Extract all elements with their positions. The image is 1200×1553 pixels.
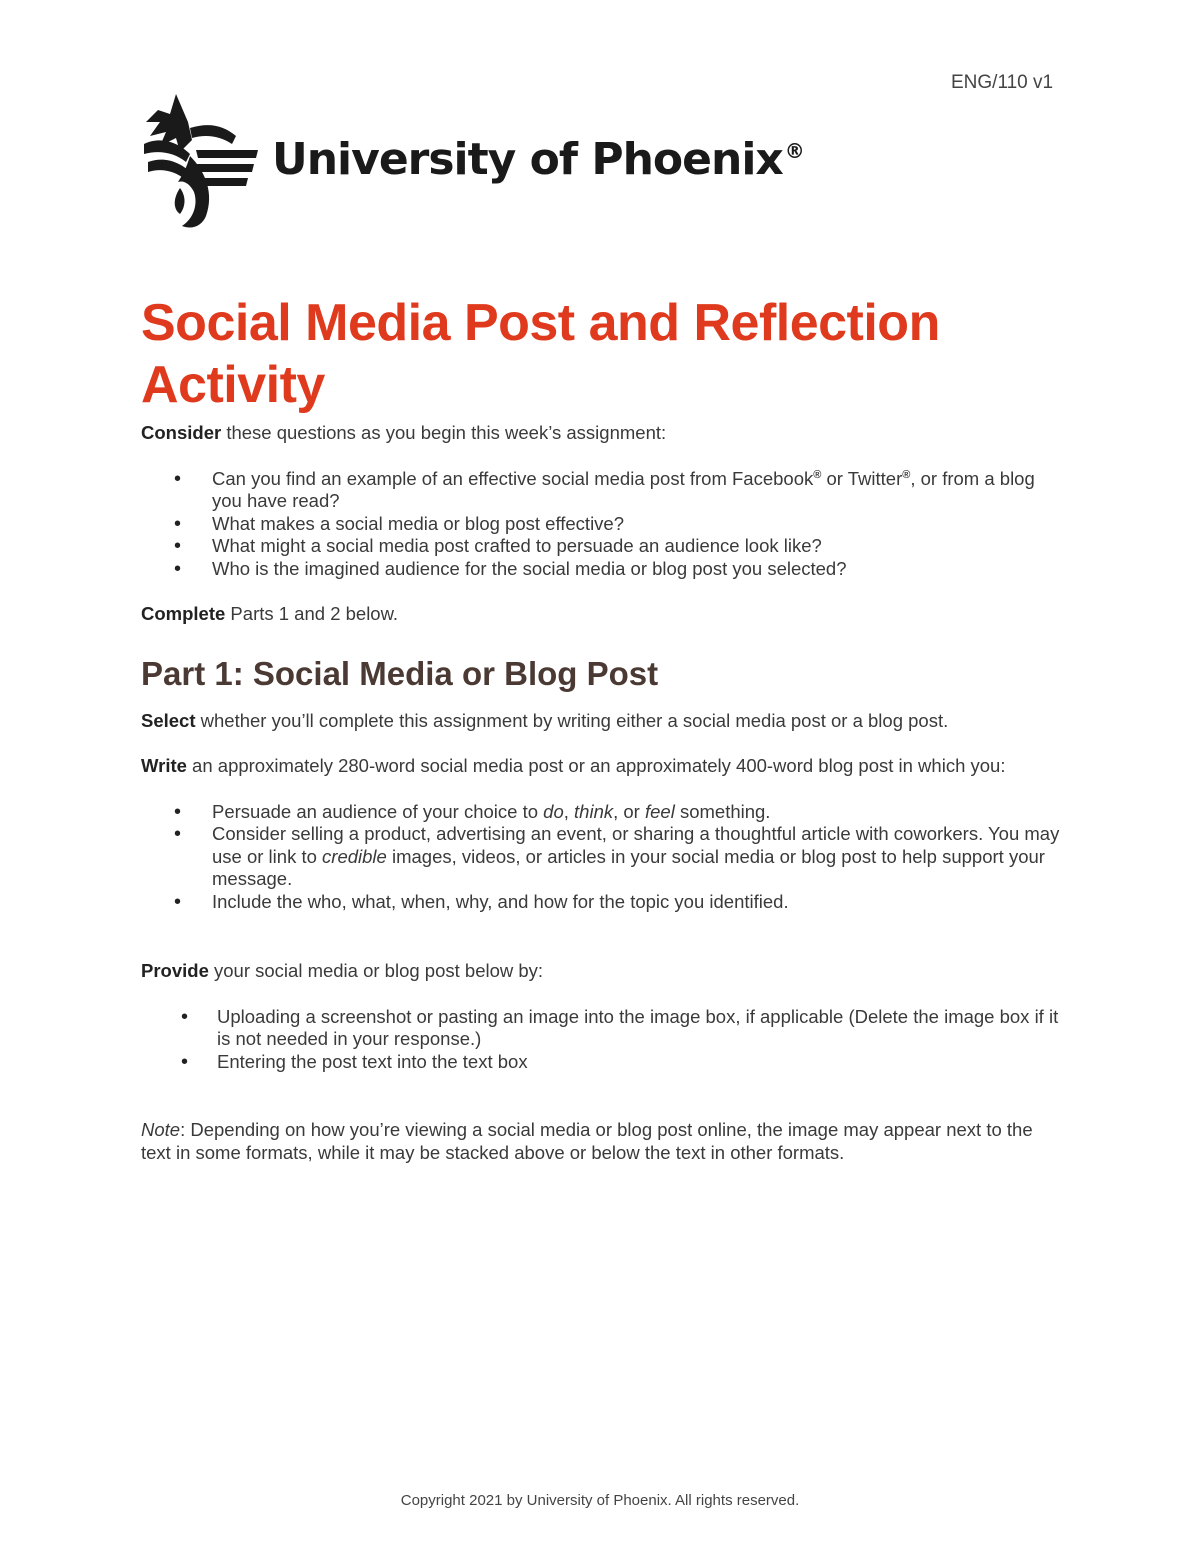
consider-paragraph: Consider these questions as you begin this week’s assignment: (141, 422, 667, 443)
complete-paragraph: Complete Parts 1 and 2 below. (141, 603, 399, 624)
list-item: • What makes a social media or blog post effective? (141, 513, 1061, 536)
consider-list (141, 468, 1061, 581)
list-item: • Entering the post text into the text box (141, 1051, 1061, 1074)
list-item: • Persuade an audience of your choice to do, think, or feel something. (141, 801, 1061, 824)
copyright-footer: Copyright 2021 by University of Phoenix. All rights reserved. (400, 1492, 800, 1509)
university-logo (140, 92, 804, 230)
write-list (141, 801, 1061, 914)
note-paragraph: Note: Depending on how you’re viewing a social media or blog post online, the image may appear next to the text in some formats, while it may be stacked above or below the text in other formats. (141, 1119, 1033, 1163)
list-item: • Who is the imagined audience for the social media or blog post you selected? (141, 558, 1061, 581)
provide-list (141, 1006, 1061, 1074)
list-item: • Consider selling a product, advertising an event, or sharing a thoughtful article with coworkers. You may use or link to credible images, videos, or articles in your social media or blog post to help support your message. (141, 823, 1061, 891)
document-code: ENG/110 v1 (951, 72, 1054, 93)
provide-paragraph: Provide your social media or blog post below by: (141, 960, 544, 981)
list-item: • What might a social media post crafted to persuade an audience look like? (141, 535, 1061, 558)
list-item: • Uploading a screenshot or pasting an image into the image box, if applicable (Delete the image box if it is not needed in your response.) (141, 1006, 1061, 1051)
list-item: • Can you find an example of an effective social media post from Facebook® or Twitter®, or from a blog you have read? (141, 468, 1061, 513)
select-paragraph: Select whether you’ll complete this assignment by writing either a social media post or a blog post. (141, 709, 949, 731)
phoenix-bird-icon (140, 92, 260, 230)
logo-wordmark: University of Phoenix ® (272, 133, 804, 185)
part1-heading: Part 1: Social Media or Blog Post (141, 654, 659, 692)
page-title: Social Media Post and Reflection Activity (141, 294, 940, 414)
write-paragraph: Write an approximately 280-word social media post or an approximately 400-word blog post in which you: (141, 755, 1006, 776)
list-item: • Include the who, what, when, why, and how for the topic you identified. (141, 891, 1061, 914)
document-body (141, 292, 1061, 1164)
